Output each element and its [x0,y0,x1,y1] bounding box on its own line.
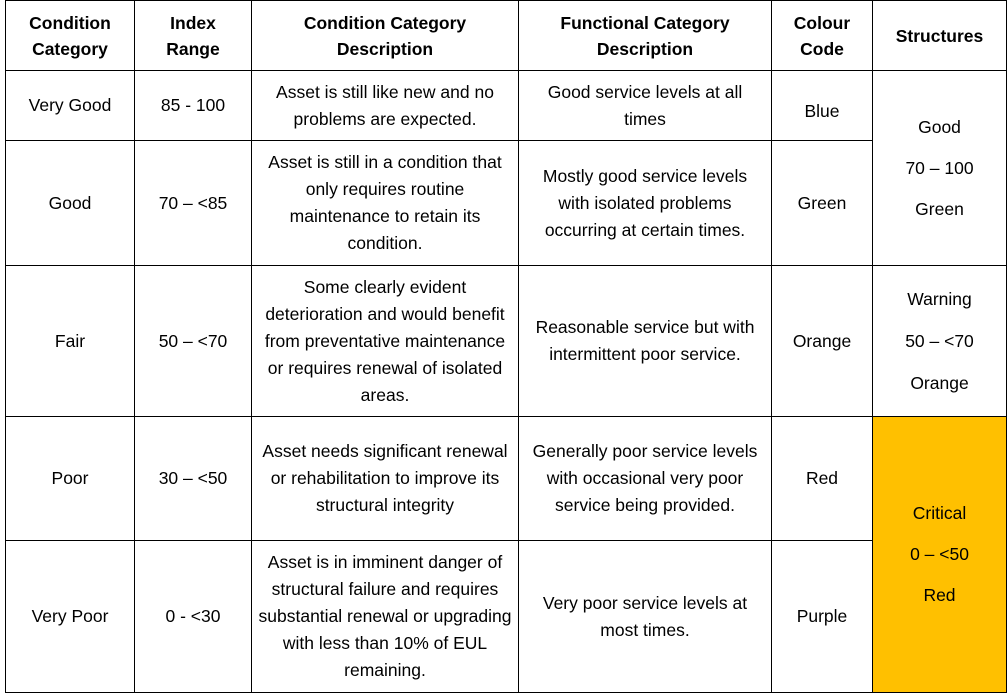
structures-warning-label: Warning [907,289,972,309]
range-cell: 0 - <30 [135,541,252,693]
structures-critical-label: Critical [912,503,967,523]
category-cell: Good [6,141,135,266]
colour-code-cell: Blue [772,71,873,141]
table-row [6,266,1007,417]
header-index-range: Index Range [135,1,252,71]
colour-code-cell: Purple [772,541,873,693]
header-colour-code: Colour Code [772,1,873,71]
colour-code-cell: Orange [772,266,873,417]
range-cell: 70 – <85 [135,141,252,266]
table-row [6,417,1007,541]
header-condition-category: Condition Category [6,1,135,71]
structures-critical-colour: Red [923,585,956,605]
functional-description-cell: Generally poor service levels with occasional very poor service being provided. [519,417,772,541]
colour-code-cell: Green [772,141,873,266]
structures-warning-colour: Orange [910,373,969,393]
header-structures: Structures [873,1,1007,71]
condition-description-cell: Asset is still in a condition that only requires routine maintenance to retain its condition. [252,141,519,266]
header-row [6,1,1007,71]
table-row [6,541,1007,693]
structures-warning-range: 50 – <70 [905,331,974,351]
category-cell: Poor [6,417,135,541]
category-cell: Very Good [6,71,135,141]
structures-warning-cell [873,266,1007,417]
range-cell: 30 – <50 [135,417,252,541]
condition-description-cell: Asset is still like new and no problems are expected. [252,71,519,141]
header-condition-description: Condition Category Description [252,1,519,71]
condition-description-cell: Asset needs significant renewal or rehabilitation to improve its structural integrity [252,417,519,541]
structures-good-colour: Green [915,198,964,219]
colour-code-cell: Red [772,417,873,541]
category-cell: Very Poor [6,541,135,693]
functional-description-cell: Mostly good service levels with isolated problems occurring at certain times. [519,141,772,266]
condition-description-cell: Asset is in imminent danger of structural failure and requires substantial renewal or upgrading with less than 10% of EUL remaining. [252,541,519,693]
structures-good-label: Good [918,116,961,137]
structures-critical-range: 0 – <50 [910,544,969,564]
structures-good-cell [873,71,1007,266]
functional-description-cell: Good service levels at all times [519,71,772,141]
header-functional-description: Functional Category Description [519,1,772,71]
table-row [6,71,1007,141]
structures-good-range: 70 – 100 [905,157,974,178]
structures-critical-cell [873,417,1007,693]
functional-description-cell: Very poor service levels at most times. [519,541,772,693]
range-cell: 50 – <70 [135,266,252,417]
table-row [6,141,1007,266]
category-cell: Fair [6,266,135,417]
condition-description-cell: Some clearly evident deterioration and would benefit from preventative maintenance or requires renewal of isolated areas. [252,266,519,417]
condition-category-table [5,0,1007,693]
functional-description-cell: Reasonable service but with intermittent poor service. [519,266,772,417]
range-cell: 85 - 100 [135,71,252,141]
